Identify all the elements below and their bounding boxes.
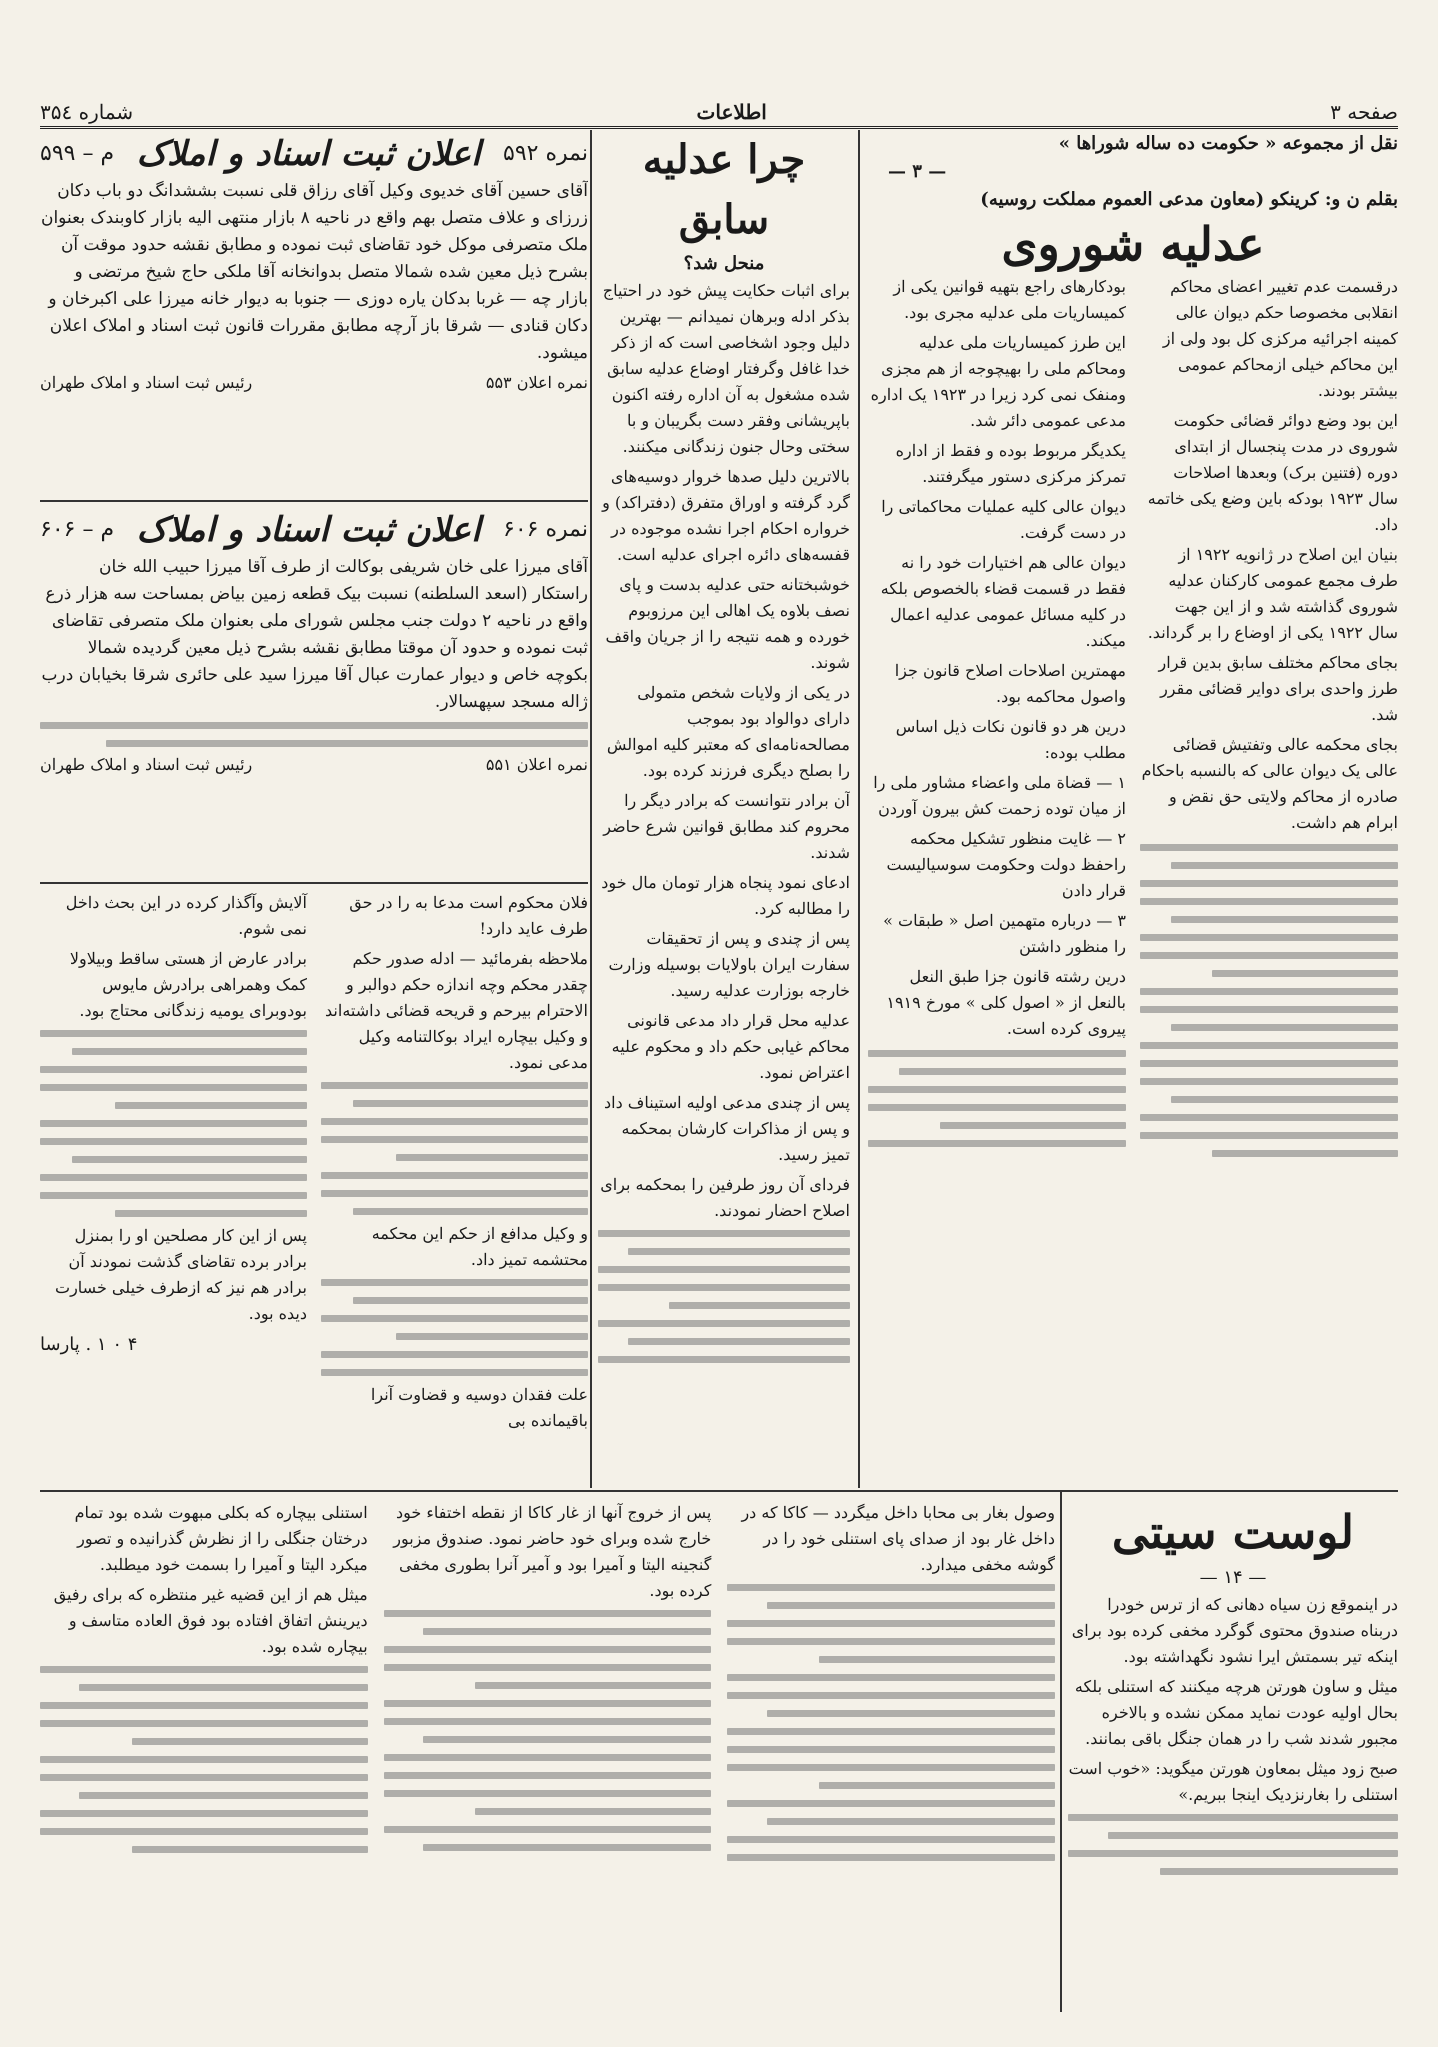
byline: ۴ ۰ ۱ . پارسا: [40, 1334, 138, 1355]
paragraph: پس از این کار مصلحین او را بمنزل برادر برده تقاضای گذشت نمودند آن برادر هم نیز که ازطرف خیلی خسارت دیده بود.: [55, 1226, 307, 1323]
article-author: بقلم ن و: کرینکو (معاون مدعی العموم مملکت روسیه): [980, 189, 1398, 210]
article-col-a: [1140, 274, 1398, 1157]
paragraph: خوشبختانه حتی عدلیه بدست و پای نصف بلاوه یک اهالی این مرزوبوم خورده و همه نتیجه را از جریان واقف شوند.: [605, 575, 850, 672]
section-rule: [40, 1490, 1398, 1492]
paragraph: درقسمت عدم تغییر اعضای محاکم انقلابی مخصوصا حکم دیوان عالی کمینه اجرائیه مرکزی کل بود ولی از این محاکم خیلی ازمحاکم عمومی بیشتر بودند.: [1162, 277, 1398, 400]
serial-lost-city: [1068, 1500, 1398, 2010]
serial-col: [40, 1500, 368, 2010]
article-soviet-justice: [868, 130, 1398, 1480]
serial-col: [727, 1500, 1055, 2010]
page-number: صفحه ۳: [1330, 100, 1398, 124]
article-title: چرا عدلیه سابق: [642, 136, 806, 243]
continuation-col-a: [321, 890, 588, 1485]
paragraph: دیوان عالی کلیه عملیات محاکماتی را در دست گرفت.: [881, 497, 1126, 542]
masthead: [40, 98, 1398, 129]
notice-title: اعلان ثبت اسناد و املاک: [136, 510, 481, 550]
illegible-text: [321, 1279, 588, 1376]
illegible-text: [384, 1610, 712, 1851]
paragraph: وصول بغار بی محابا داخل میگردد — کاکا که در داخل غار بود از صدای پای استنلی خود را در گوشه مخفی میدارد.: [741, 1503, 1055, 1574]
paragraph: ملاحظه بفرمائید — ادله صدور حکم چقدر محکم وچه اندازه حکم دوالبر و الاحترام بیرحم و قریحه قضائی داشته‌اند و وکیل بیچاره ایراد بوکالتنامه وکیل مدعی نمود.: [325, 949, 588, 1072]
notice-footer-number: نمره اعلان ۵۵۳: [485, 373, 588, 392]
serial-number: — ۱۴ —: [1199, 1567, 1267, 1588]
article-subtitle: منحل شد؟: [683, 253, 765, 274]
paragraph: پس از چندی و پس از تحقیقات سفارت ایران باولایات بوسیله وزارت خارجه بوزارت عدلیه رسید.: [608, 929, 850, 1000]
paragraph: فلان محکوم است مدعا به را در حق طرف عاید دارد!: [349, 893, 588, 938]
paragraph: بالاترین دلیل صدها خروار دوسیه‌های گرد گرفته و اوراق متفرق (دفتراکد) و خرواره احکام اجرا نشده موجوده در قفسه‌های دائره اجرای عدلیه است.: [602, 467, 850, 564]
ad-divider: [40, 500, 588, 502]
paragraph: یکدیگر مربوط بوده و فقط از اداره تمرکز مرکزی دستور میگرفتند.: [895, 441, 1126, 486]
notice-body: آقای میرزا علی خان شریفی بوکالت از طرف آقا میرزا حبیب الله خان راستکار (اسعد السلطنه) نسبت بیک قطعه زمین بیاض بمساحت سه هزار ذرع واقع در ناحیه ۲ دولت جنب مجلس شورای ملی بعنوان ملک متصرفی تقاضای ثبت نموده و حدود آن موقتا مطابق نقشه بشرح ذیل معین گردیده شمالا بکوچه خاص و دیوار عمارت عبال آقا میرزا سید علی حائری شرقا بخیابان درب ژاله مسجد سپهسالار.: [41, 557, 588, 712]
illegible-text: [1068, 1814, 1398, 1875]
notice-body: آقای حسین آقای خدیوی وکیل آقای رزاق قلی نسبت بششدانگ دو باب دکان زرزای و علاف متصل بهم واقع در ناحیه ۸ بازار منتهی الیه بازار کاوبندک بعنوان ملک متصرفی موکل خود تقاضای ثبت نموده و مطابق نقشه حدود موقت آن بشرح ذیل معین شده شمالا متصل بدوانخانه آقا ملکی حاج شیخ مرتضی و بازار چه — غربا بدکان یاره دوزی — جنوبا به دیوار خانه میرزا علی اکبرخان و دکان قنادی — شرقا باز آرچه مطابق مقررات قانون ثبت اسناد و املاک اعلان میشود.: [40, 181, 588, 363]
notice-title: اعلان ثبت اسناد و املاک: [136, 134, 481, 174]
article-number: — ۳ —: [888, 161, 947, 182]
article-col-b: [868, 274, 1126, 1157]
illegible-text: [598, 1230, 850, 1363]
paragraph: میثل و ساون هورتن هرچه میکنند که استنلی بلکه بحال اولیه عودت نماید ممکن نشده و بالاخره مجبور شدند شب را در همان جنگل باقی بمانند.: [1074, 1677, 1398, 1748]
paragraph: بودکارهای راجع بتهیه قوانین یکی از کمیساریات ملی عدلیه مجری بود.: [893, 277, 1126, 322]
article-title: عدلیه شوروی: [1001, 217, 1265, 271]
illegible-text: [1140, 844, 1398, 1157]
notice-code: م – ۶۰۶: [40, 517, 115, 542]
column-rule: [858, 130, 860, 1488]
paragraph: برای اثبات حکایت پیش خود در احتیاج بذکر ادله وبرهان نمیدانم — بهترین دلیل وجود اشخاصی است که از ذکر خدا غافل وگرفتار اوضاع عدلیه سابق شده مشغول به آن اداره رفته اکنون باپریشانی وفقر دست بگریبان و با سختی وحال جنون زندگانی میکنند.: [602, 281, 850, 456]
paragraph: در یکی از ولایات شخص متمولی دارای دوالواد بود بموجب مصالحه‌نامه‌ای که معتبر کلیه اموالش را بصلح دیگری فرزند کرده بود.: [606, 683, 850, 780]
paragraph: در اینموقع زن سیاه دهانی که از ترس خودرا دربناه صندوق محتوی گوگرد مخفی کرده بود برای اینکه تیر بسمتش ایرا نشود نگهداشته بود.: [1071, 1595, 1398, 1666]
paragraph: پس از چندی مدعی اولیه استیناف داد و پس از مذاکرات کارشان بمحکمه تمیز رسید.: [604, 1093, 850, 1164]
registry-notice-2: [40, 506, 588, 876]
paper-name: اطلاعات: [696, 100, 767, 124]
serial-title: لوست سیتی: [1111, 1505, 1355, 1559]
paragraph: این طرز کمیساریات ملی عدلیه ومحاکم ملی را بهیچوجه از هم مجزی ومنفک نمی کرد زیرا در ۱۹۲۳ یک اداره مدعی عمومی دائر شد.: [870, 333, 1126, 430]
serial-col: [384, 1500, 712, 2010]
paragraph: پس از خروج آنها از غار کاکا از نقطه اختفاء خود خارج شده وبرای خود حاضر نمود. صندوق مزبور گنجینه الیتا و آمیرا بود و آمیر آنرا بطوری مخفی کرده بود.: [393, 1503, 712, 1600]
notice-footer-number: نمره اعلان ۵۵۱: [485, 755, 588, 774]
paragraph: صبح زود میثل بمعاون هورتن میگوید: «خوب است استنلی را بغارنزدیک اینجا ببریم.»: [1068, 1759, 1398, 1804]
illegible-text: [40, 1030, 307, 1217]
notice-label: نمره ۶۰۶: [503, 517, 588, 542]
ad-divider: [40, 882, 588, 884]
paragraph: علت فقدان دوسیه و قضاوت آنرا باقیمانده بی: [370, 1385, 588, 1430]
paragraph: و وکیل مدافع از حکم این محکمه محتشمه تمیز داد.: [371, 1224, 588, 1269]
paragraph: میثل هم از این قضیه غیر منتظره که برای رفیق دیرینش اتفاق افتاده بود فوق العاده متاسف و بیچاره شده بود.: [53, 1585, 368, 1656]
illegible-text: [868, 1050, 1126, 1147]
paragraph: بجای محکمه عالی وتفتیش قضائی عالی یک دیوان عالی که بالنسبه باحکام صادره از محاکم ولایتی حق نقض و ابرام هم داشت.: [1141, 735, 1398, 832]
paragraph: فردای آن روز طرفین را بمحکمه برای اصلاح احضار نمودند.: [600, 1175, 850, 1220]
paragraph: آن برادر نتوانست که برادر دیگر را محروم کند مطابق قوانین شرع حاضر شدند.: [603, 791, 850, 862]
paragraph: استنلی بیچاره که بکلی مبهوت شده بود تمام درختان جنگلی را از نظرش گذرانیده و تصور میکرد الیتا و آمیرا را بسمت خود میطلبد.: [74, 1503, 368, 1574]
continuation-col-b: [40, 890, 307, 1485]
notice-code: م – ۵۹۹: [40, 141, 115, 166]
registry-notice-1: [40, 130, 588, 496]
paragraph: بنیان این اصلاح در ژانویه ۱۹۲۲ از طرف مجمع عمومی کارکنان عدلیه شوروی گذاشته شد و از این جهت سال ۱۹۲۲ یکی از اوضاع را بر گرداند.: [1147, 545, 1398, 642]
paragraph: برادر عارض از هستی ساقط وبیلاولا کمک وهمراهی برادرش مایوس بودوبرای یومیه زندگانی محتاج بود.: [69, 949, 307, 1020]
list-item: ۳ — درباره متهمین اصل « طبقات » را منظور داشتن: [883, 911, 1126, 956]
notice-signature: رئیس ثبت اسناد و املاک طهران: [40, 373, 253, 392]
serial-continuation: [40, 1500, 1055, 2010]
article-former-judiciary: [598, 130, 850, 1480]
paragraph: این بود وضع دوائر قضائی حکومت شوروی در مدت پنجسال از ابتدای دوره (فتنین برک) وبعدها اصلاحات سال ۱۹۲۳ بودکه باین وضع یکی خاتمه داد.: [1147, 411, 1398, 534]
list-item: ۲ — غایت منظور تشکیل محکمه راحفظ دولت وحکومت سوسیالیست قرار دادن: [886, 829, 1126, 900]
column-rule: [1060, 1492, 1062, 2012]
article-continuation: [40, 890, 588, 1485]
paragraph: عدلیه محل قرار داد مدعی قانونی محاکم غیابی حکم داد و محکوم علیه اعتراض نمود.: [611, 1011, 850, 1082]
illegible-text: [40, 722, 588, 747]
list-item: ۱ — قضاة ملی واعضاء مشاور ملی را از میان توده زحمت کش بیرون آوردن: [873, 773, 1126, 818]
column-rule: [590, 130, 592, 1488]
paragraph: درین هر دو قانون نکات ذیل اساس مطلب بوده:: [895, 717, 1126, 762]
paragraph: مهمترین اصلاحات اصلاح قانون جزا واصول محاکمه بود.: [894, 661, 1126, 706]
paragraph: دیوان عالی هم اختیارات خود را نه فقط در قسمت قضاء بالخصوص بلکه در کلیه مسائل عمومی عدلیه اعمال میکند.: [880, 553, 1126, 650]
paragraph: ادعای نمود پنجاه هزار تومان مال خود را مطالبه کرد.: [601, 873, 850, 918]
illegible-text: [727, 1584, 1055, 1861]
issue-number: شماره ۳۵٤: [40, 100, 134, 124]
paragraph: درین رشته قانون جزا طبق النعل بالنعل از « اصول کلی » مورخ ۱۹۱۹ پیروی کرده است.: [886, 967, 1126, 1038]
illegible-text: [40, 1666, 368, 1853]
illegible-text: [321, 1082, 588, 1215]
paragraph: بجای محاکم مختلف سابق بدین قرار طرز واحدی برای دوایر قضائی مقرر شد.: [1158, 653, 1398, 724]
paragraph: آلایش وآگذار کرده در این بحث داخل نمی شوم.: [65, 893, 307, 938]
notice-signature: رئیس ثبت اسناد و املاک طهران: [40, 755, 253, 774]
article-source: نقل از مجموعه « حکومت ده ساله شوراها »: [1058, 133, 1398, 154]
notice-label: نمره ۵۹۲: [503, 141, 588, 166]
